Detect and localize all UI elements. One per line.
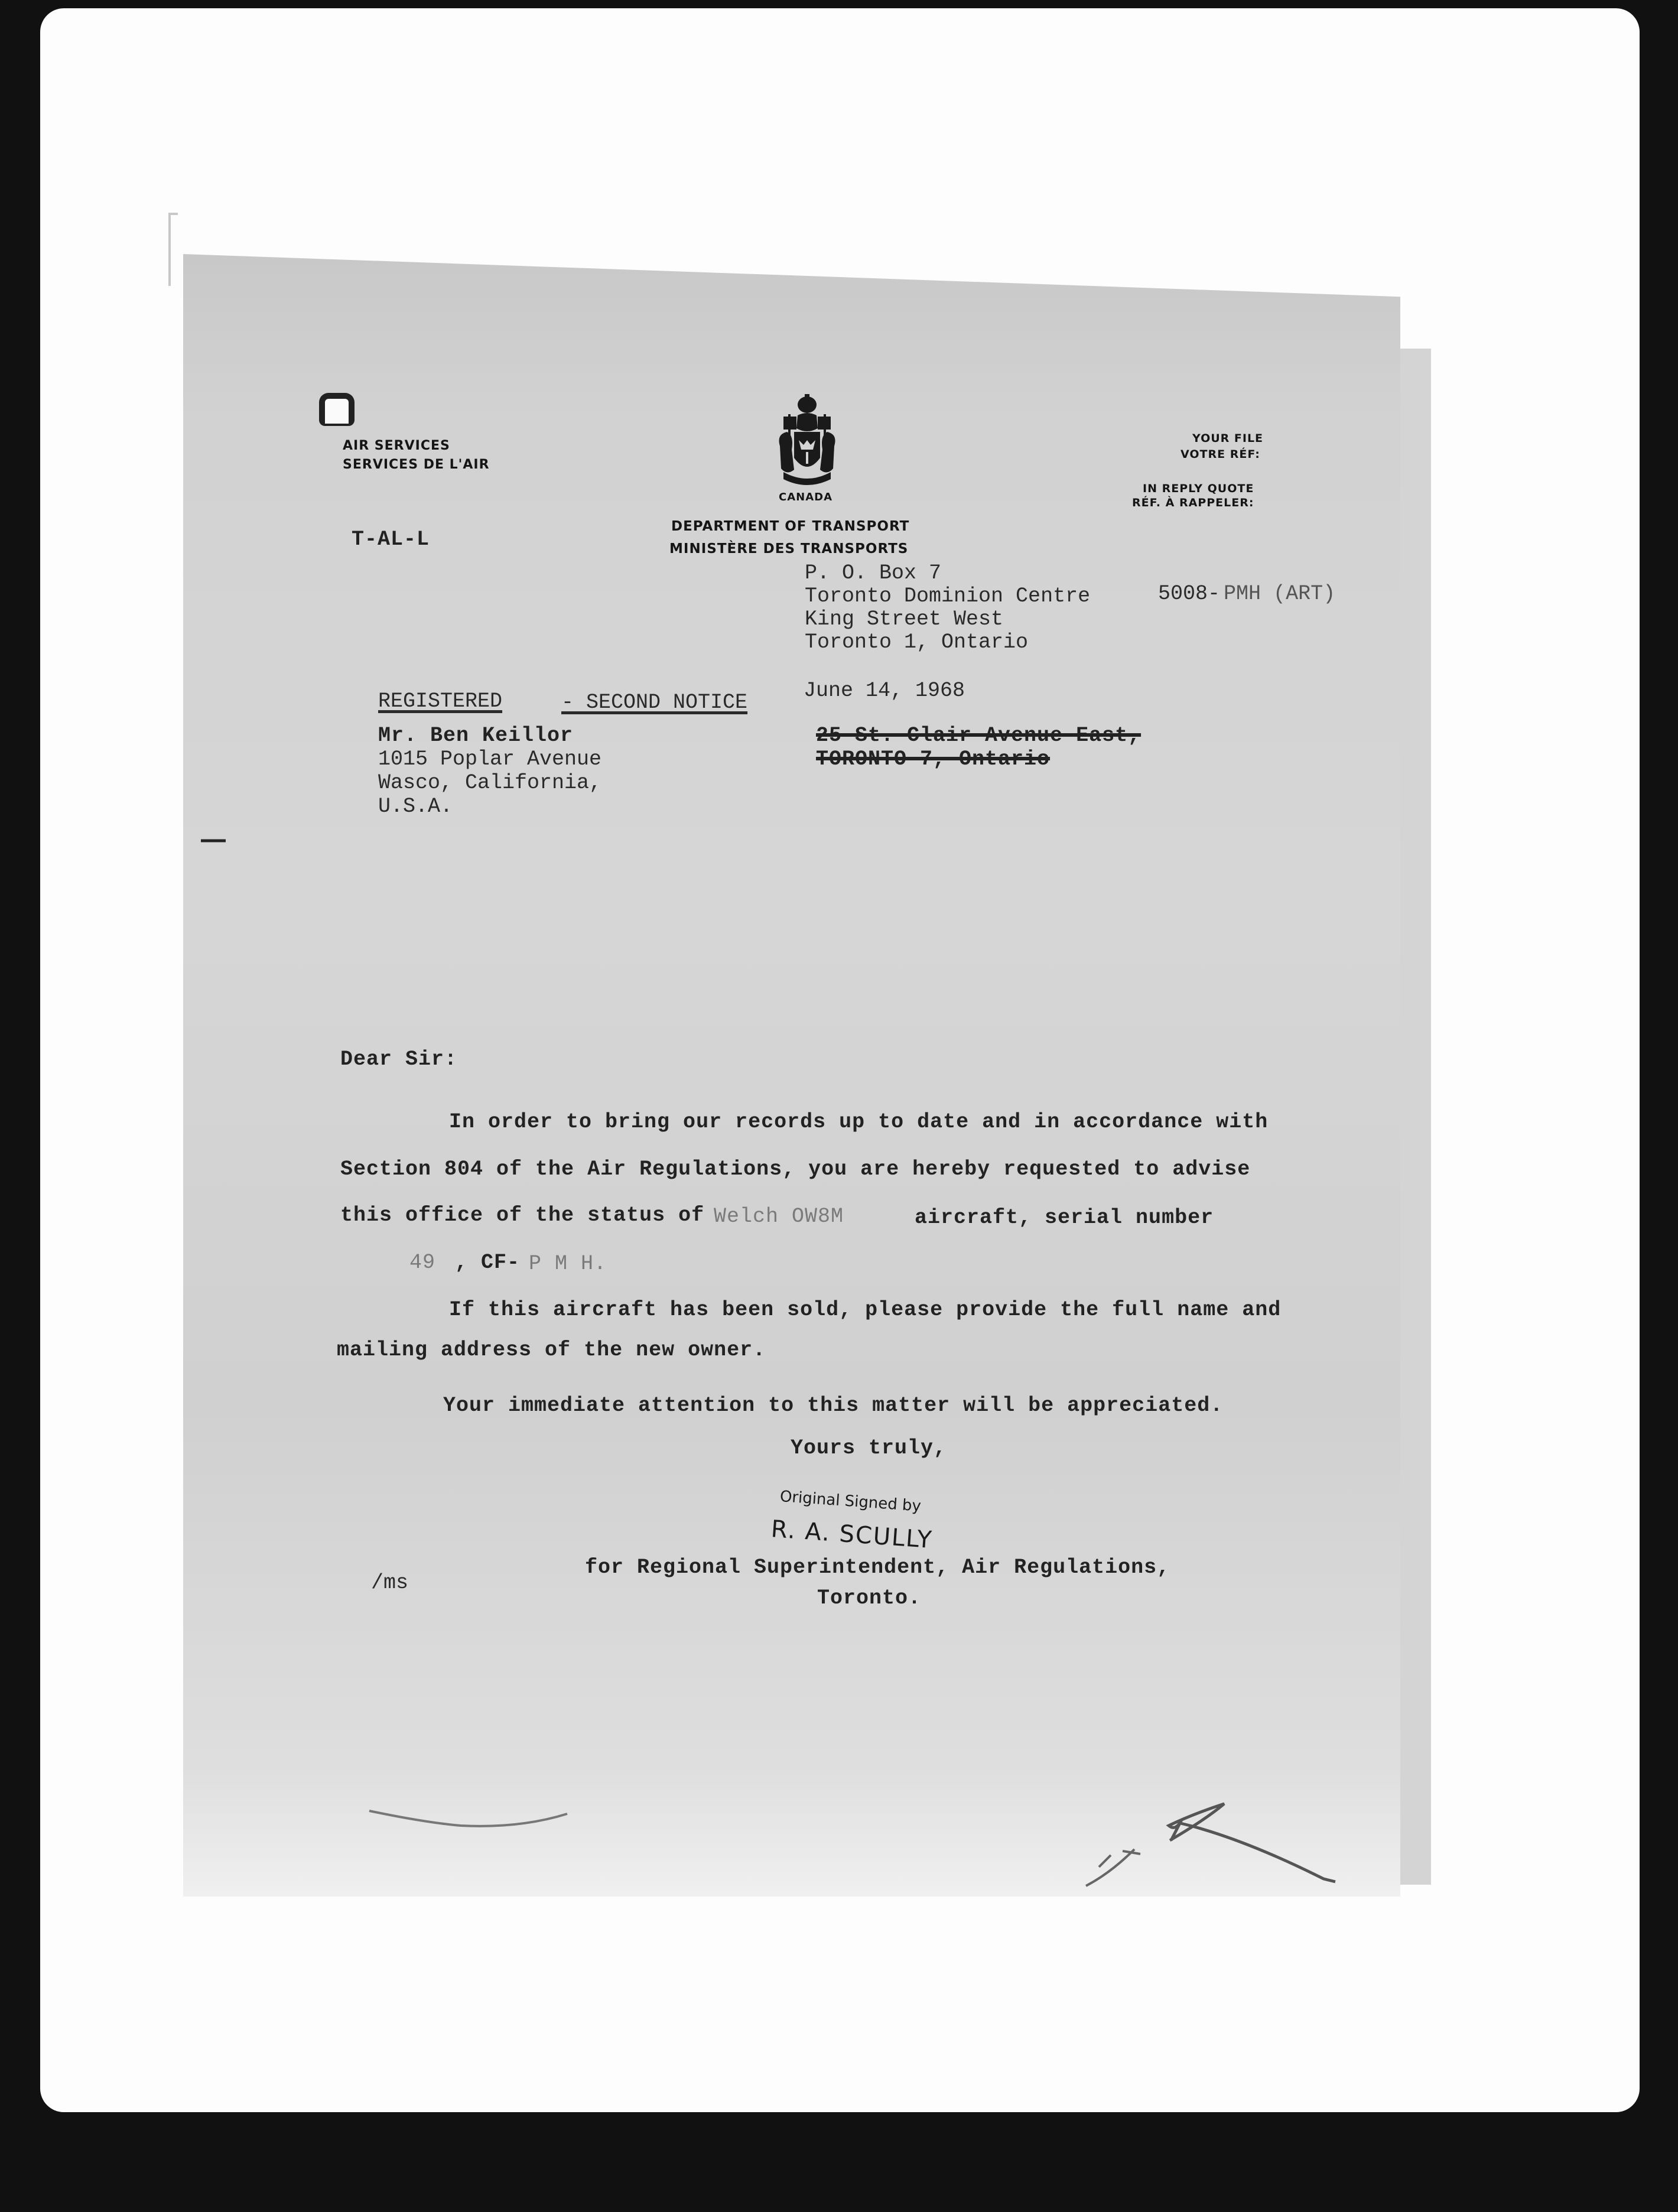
letter-date: June 14, 1968 [804, 679, 965, 702]
second-notice-label: - SECOND NOTICE [561, 691, 748, 714]
stamp-signer-name: R. A. SCULLY [770, 1515, 934, 1554]
body-paragraph-1-line-2: Section 804 of the Air Regulations, you are hereby requested to advise [340, 1157, 1251, 1181]
sheet-corner-mark [168, 213, 178, 286]
recipient-line: U.S.A. [378, 795, 453, 818]
sheet-edge-strip [1400, 349, 1431, 1885]
signature-title-line: for Regional Superintendent, Air Regulations, [585, 1556, 1170, 1579]
reference-number [1133, 563, 1335, 604]
reply-quote-en: IN REPLY QUOTE [1143, 482, 1254, 495]
body-paragraph-2-line-2: mailing address of the new owner. [337, 1338, 766, 1362]
sender-address-line: Toronto Dominion Centre [805, 584, 1091, 608]
body-paragraph-3: Your immediate attention to this matter will be appreciated. [443, 1394, 1224, 1417]
signature-title-line: Toronto. [817, 1586, 922, 1610]
salutation: Dear Sir: [340, 1048, 458, 1071]
recipient-line: Mr. Ben Keillor [378, 724, 574, 747]
sender-address-line: Toronto 1, Ontario [805, 630, 1029, 654]
department-fr: MINISTÈRE DES TRANSPORTS [669, 541, 909, 557]
file-code: T-AL-L [352, 528, 430, 551]
body-paragraph-1-line-3a: this office of the status of [340, 1203, 705, 1227]
typist-initials: /ms [371, 1571, 409, 1595]
your-file-en: YOUR FILE [1192, 432, 1264, 445]
department-en: DEPARTMENT OF TRANSPORT [671, 519, 910, 534]
sender-address-line: P. O. Box 7 [805, 561, 942, 585]
recipient-line: Wasco, California, [378, 771, 602, 795]
sender-address-line: King Street West [805, 607, 1004, 631]
serial-number: 49 [409, 1251, 436, 1274]
struck-address-line: 25 St. Clair Avenue East, [816, 724, 1142, 747]
punch-hole [319, 393, 355, 426]
reference-prefix: 5008- [1158, 582, 1221, 606]
body-paragraph-1-line-3b: aircraft, serial number [915, 1206, 1214, 1229]
branch-fr: SERVICES DE L'AIR [343, 457, 490, 472]
registration-mark: P M H. [529, 1252, 607, 1276]
crest-label: CANADA [779, 491, 833, 503]
closing: Yours truly, [791, 1436, 947, 1460]
canada-coat-of-arms-icon [774, 393, 840, 493]
registered-label: REGISTERED [378, 689, 503, 713]
body-paragraph-2-line-1: If this aircraft has been sold, please provide the full name and [449, 1298, 1282, 1322]
stamp-original-signed: Original Signed by [779, 1488, 922, 1515]
registration-prefix: , CF- [455, 1251, 521, 1274]
your-file-fr: VOTRE RÉF: [1181, 448, 1260, 461]
branch-en: AIR SERVICES [343, 438, 450, 453]
reference-suffix: PMH (ART) [1224, 582, 1336, 606]
struck-address-line: TORONTO 7, Ontario [816, 747, 1051, 771]
body-paragraph-1-line-1: In order to bring our records up to date and in accordance with [449, 1110, 1269, 1134]
aircraft-type: Welch OW8M [714, 1205, 844, 1228]
recipient-line: 1015 Poplar Avenue [378, 747, 602, 771]
reply-quote-fr: RÉF. À RAPPELER: [1132, 496, 1254, 509]
